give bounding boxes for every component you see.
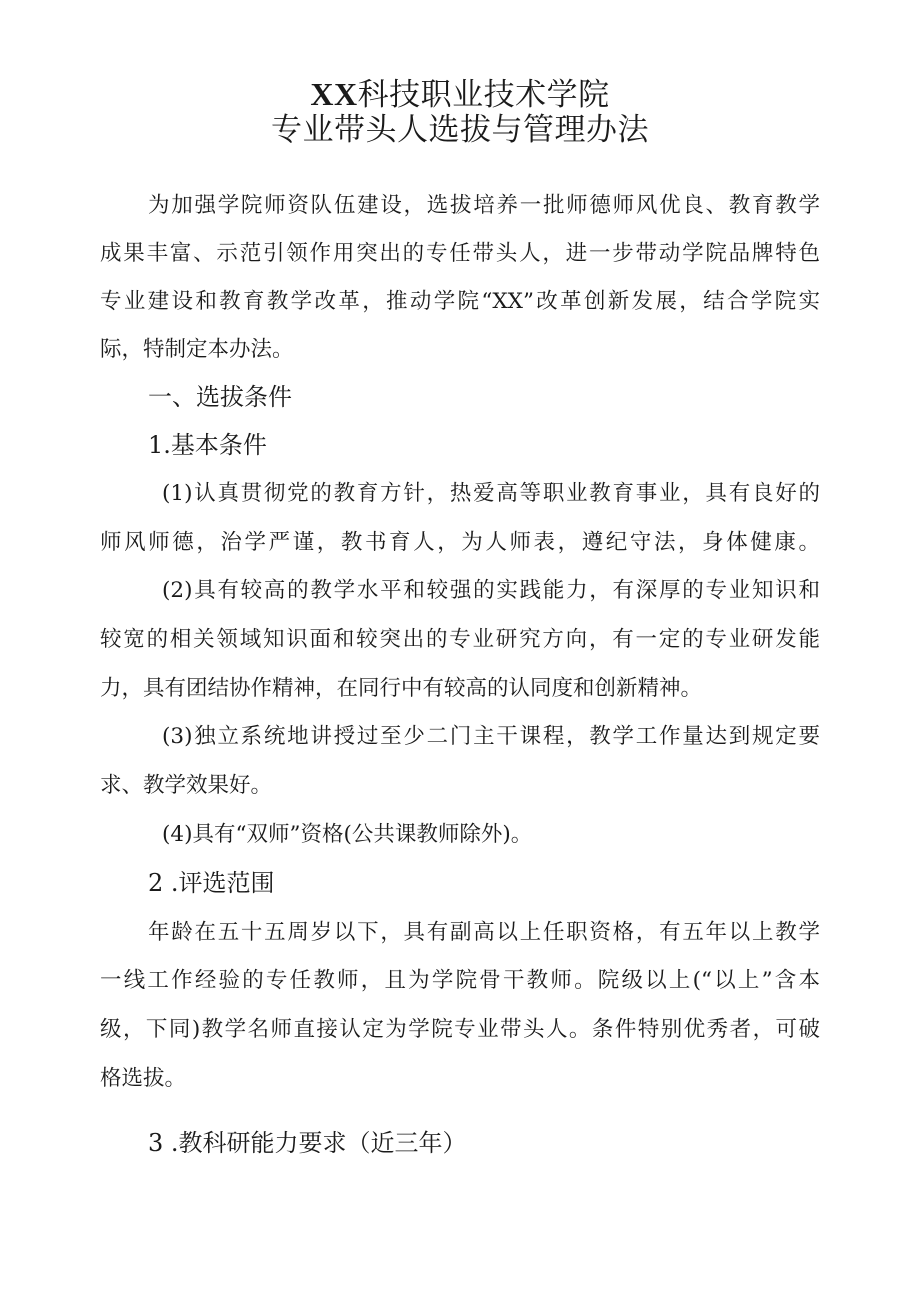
title-institution: 科技职业技术学院 bbox=[357, 77, 610, 113]
subsection-heading: 2 .评选范围 bbox=[148, 869, 275, 897]
item-line: 求、教学效果好。 bbox=[100, 773, 273, 798]
section-heading: 一、选拔条件 bbox=[148, 383, 292, 411]
title-prefix: XX bbox=[310, 76, 358, 112]
document-title-line1 bbox=[0, 76, 920, 113]
item-line: 力，具有团结协作精神，在同行中有较高的认同度和创新精神。 bbox=[100, 676, 703, 701]
subsection-heading: 3 .教科研能力要求（近三年） bbox=[148, 1129, 467, 1157]
item-line: (2)具有较高的教学水平和较强的实践能力，有深厚的专业知识和 bbox=[162, 578, 820, 603]
scope-line: 一线工作经验的专任教师，且为学院骨干教师。院级以上(“以上”含本 bbox=[100, 968, 820, 993]
item-line: 师风师德，治学严谨，教书育人，为人师表，遵纪守法，身体健康。 bbox=[100, 530, 820, 555]
item-line: (4)具有“双师”资格(公共课教师除外)。 bbox=[162, 822, 533, 847]
scope-line: 格选拔。 bbox=[100, 1066, 187, 1091]
document-title-line2: 专业带头人选拔与管理办法 bbox=[271, 112, 649, 148]
intro-line: 成果丰富、示范引领作用突出的专任带头人，进一步带动学院品牌特色 bbox=[100, 241, 820, 266]
item-line: 较宽的相关领域知识面和较突出的专业研究方向，有一定的专业研发能 bbox=[100, 627, 820, 652]
item-line: (3)独立系统地讲授过至少二门主干课程，教学工作量达到规定要 bbox=[162, 724, 820, 749]
scope-line: 级，下同)教学名师直接认定为学院专业带头人。条件特别优秀者，可破 bbox=[100, 1017, 820, 1042]
subsection-heading: 1.基本条件 bbox=[148, 431, 267, 459]
intro-line: 专业建设和教育教学改革，推动学院“XX”改革创新发展，结合学院实 bbox=[100, 289, 820, 314]
intro-line: 际，特制定本办法。 bbox=[100, 337, 294, 362]
item-line: (1)认真贯彻党的教育方针，热爱高等职业教育事业，具有良好的 bbox=[162, 481, 820, 506]
intro-line: 为加强学院师资队伍建设，选拔培养一批师德师风优良、教育教学 bbox=[148, 193, 820, 218]
scope-line: 年龄在五十五周岁以下，具有副高以上任职资格，有五年以上教学 bbox=[148, 920, 820, 945]
